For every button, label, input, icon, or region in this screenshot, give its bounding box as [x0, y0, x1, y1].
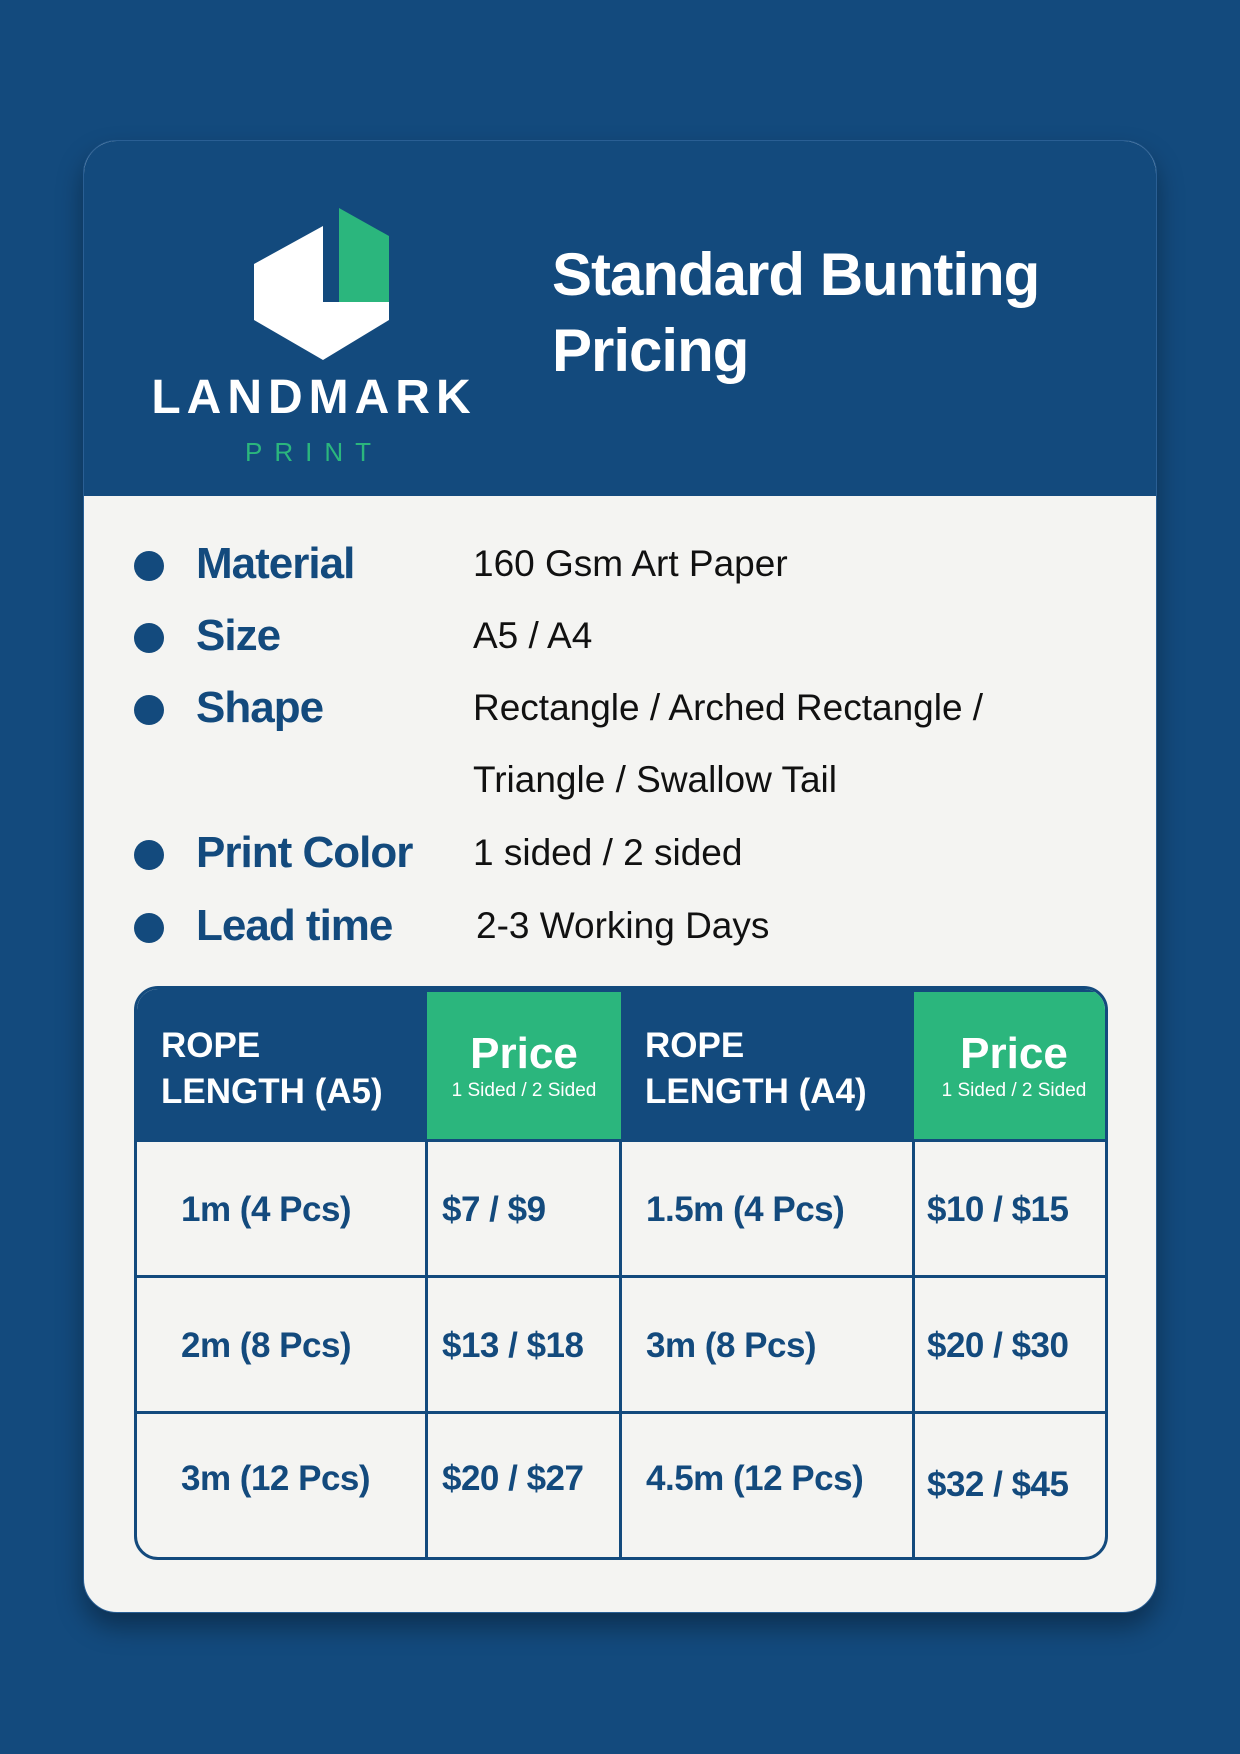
bullet-icon	[134, 840, 164, 870]
brand-name: LANDMARK	[151, 371, 477, 424]
bullet-icon	[134, 623, 164, 653]
cell-a4-price: $32 / $45	[927, 1465, 1069, 1504]
spec-value-line-2: Triangle / Swallow Tail	[473, 759, 837, 800]
title-line-2: Pricing	[552, 317, 749, 384]
spec-item-size	[84, 606, 1156, 666]
header-line: ROPE	[161, 1026, 261, 1065]
spec-item-material	[84, 534, 1156, 594]
card-header	[84, 141, 1156, 496]
cell-a5-length: 1m (4 Pcs)	[181, 1190, 352, 1229]
title-line-1: Standard Bunting	[552, 241, 1040, 308]
spec-value: 160 Gsm Art Paper	[473, 543, 788, 584]
header-price-a5	[427, 989, 621, 1139]
page-title	[552, 237, 1132, 389]
cell-a5-price: $7 / $9	[442, 1190, 546, 1229]
cell-a4-length: 4.5m (12 Pcs)	[646, 1459, 864, 1498]
cell-a5-length: 2m (8 Pcs)	[181, 1326, 352, 1365]
header-line: ROPE	[645, 1026, 745, 1065]
column-divider	[425, 1139, 428, 1560]
header-price-label: Price	[470, 1029, 578, 1078]
spec-value: A5 / A4	[473, 615, 593, 656]
cell-a5-price: $20 / $27	[442, 1459, 584, 1498]
header-rope-length-a4	[621, 989, 914, 1139]
cell-a4-length: 1.5m (4 Pcs)	[646, 1190, 845, 1229]
cell-a5-price: $13 / $18	[442, 1326, 584, 1365]
bullet-icon	[134, 695, 164, 725]
pricing-card	[83, 140, 1157, 1613]
landmark-hexagon-logo-icon	[239, 208, 439, 368]
cell-a5-length: 3m (12 Pcs)	[181, 1459, 371, 1498]
spec-label: Material	[196, 539, 355, 588]
cell-a4-length: 3m (8 Pcs)	[646, 1326, 817, 1365]
header-price-sub: 1 Sided / 2 Sided	[451, 1080, 597, 1101]
bullet-icon	[134, 551, 164, 581]
header-price-sub: 1 Sided / 2 Sided	[941, 1080, 1087, 1101]
spec-item-shape	[84, 678, 1156, 828]
pricing-table	[134, 986, 1108, 1560]
header-price-label: Price	[960, 1029, 1068, 1078]
spec-value: 2-3 Working Days	[476, 905, 770, 946]
spec-label: Size	[196, 611, 281, 660]
header-price-a4	[914, 989, 1108, 1139]
brand-subname: PRINT	[245, 437, 383, 467]
spec-item-lead-time	[84, 896, 1156, 956]
spec-label: Lead time	[196, 901, 393, 950]
spec-value	[473, 682, 983, 806]
cell-a4-price: $10 / $15	[927, 1190, 1069, 1229]
spec-label: Shape	[196, 683, 324, 732]
header-line: LENGTH (A4)	[645, 1072, 867, 1111]
header-line: LENGTH (A5)	[161, 1072, 383, 1111]
column-divider	[619, 1139, 622, 1560]
header-rope-length-a5	[137, 989, 427, 1139]
spec-item-print-color	[84, 823, 1156, 883]
bullet-icon	[134, 913, 164, 943]
cell-a4-price: $20 / $30	[927, 1326, 1069, 1365]
spec-label: Print Color	[196, 828, 413, 877]
column-divider	[912, 1139, 915, 1560]
spec-value: 1 sided / 2 sided	[473, 832, 743, 873]
spec-value-line-1: Rectangle / Arched Rectangle /	[473, 687, 984, 728]
